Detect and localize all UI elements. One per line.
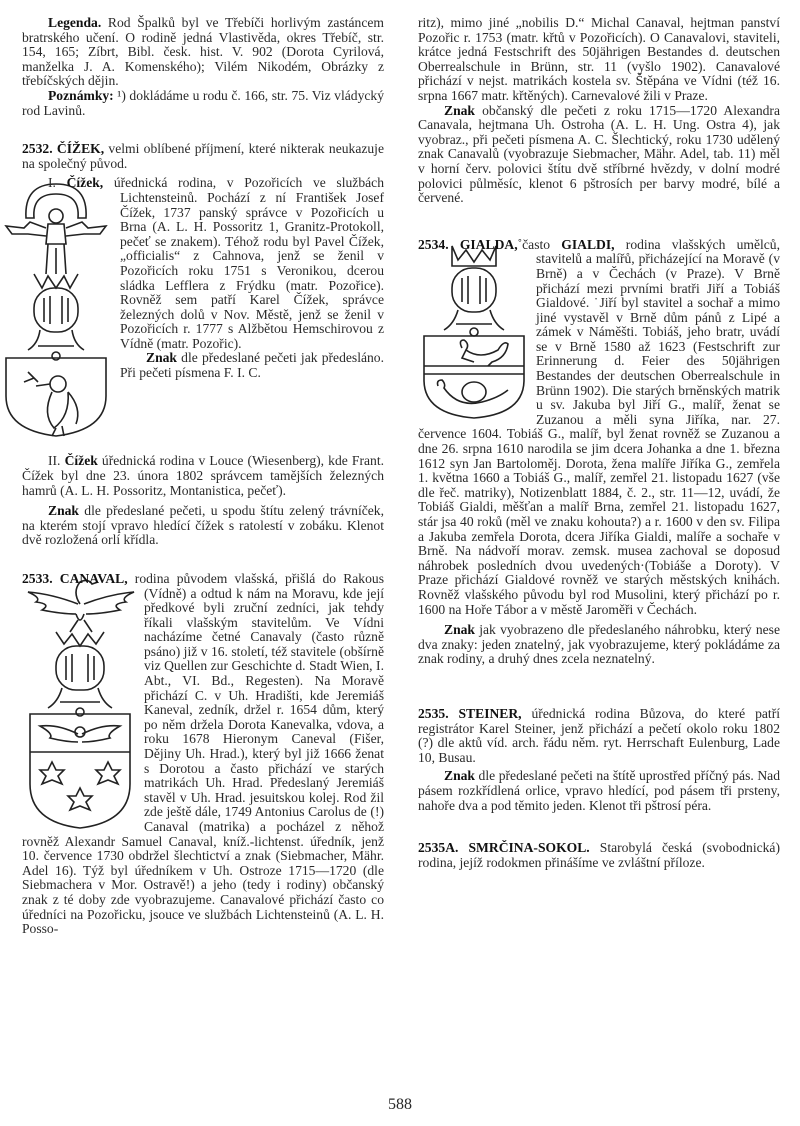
entry-2532-p3-name: Čížek bbox=[64, 453, 98, 469]
entry-2535a-text: Starobylá česká (svobodnická) rodina, jejíž rodokmen přinášíme ve zvláštní příloze. bbox=[418, 840, 780, 870]
entry-2533-heading: 2533. CANAVAL, bbox=[22, 570, 128, 586]
entry-2532-znak2 bbox=[22, 504, 384, 548]
entry-2535a bbox=[418, 841, 780, 870]
entry-2533-znak-label: Znak bbox=[444, 102, 475, 118]
entry-2533-text: rodina původem vlašská, přišlá do Rakous (Vídně) a odtud k nám na Moravu, kde její předkové byli zruční zedníci, jak tehdy říkali vlašským stavitelům. Ve Vídni nacházíme četné Canavaly (často různě psáno) již v 16. století, též stavitele (obšírně viz Quellen zur Geschichte d. Stadt Wien, I. Abt., VI. Bd., Regesten). Na Moravě přichází C. v Uh. Hradišti, kde Jeremiáš Kaneval, zedník, držel r. 1654 dům, který po něm držela Dorota Kanevalka, vdova, a roku 1678 Hieronym Caneval (Fišer, Dějiny Uh. Hrad.), který byl již 1666 ženat s Dorotou a často přichází ve starých matrikách Uh. Hrad. Předeslaný Jeremiáš stavěl v Uh. Hrad. jesuitskou kolej. Rod žil zde ještě dále, 1749 Antonius Carolus de (!) Canaval (matrika) a pocházel z něhož rovněž Alexandr Samuel Canaval, kníž.-lichtenst. úředník, jenž 10. července 1730 obdržel šlechtictví a znak (Siebmacher, Mähr. Adel 16). Týž byl úředníkem v Uh. Ostroze 1715—1720 (dle Siebmachera v Mor. Ostravě!) a jeho (tedy i rodiny) občanský znak z té doby zde vyobrazujeme. Canavalové přichází často co úředníci na Pozořicku, jsouce ve službách Lichtensteinů (A. L. H. Posso- bbox=[22, 570, 384, 937]
entry-2534-znak-text: jak vyobrazeno dle předeslaného náhrobku, který nese dva znaky: jeden znatelný, jak vyobrazujeme, který pokládáme za znak rodiny, a druhý dnes zcela neznatelný. bbox=[418, 622, 780, 667]
entry-2533-cont-text: ritz), mimo jiné „nobilis D.“ Michal Canaval, hejtman panství Pozořic r. 1753 (matr. křtů v Pozořicích). O Canavalovi, staviteli, krátce jedná Festschrift des 50jährigen Bestandes d. deutschen Oberrealschule in Brünn, str. 11 (vyšlo 1902). Canavalové přichází v nejst. matrikách kostela sv. Štěpána ve Vídni (též 16. srpna 1667 matr. křtěných). Carnevalové žili v Praze. bbox=[418, 15, 780, 103]
entry-2535-text: úřednická rodina Bůzova, do které patří registrátor Karel Steiner, jenž přichází a pečetí okolo roku 1802 (?) dle aktů víd. arch. řádu něm. ryt. Herrschaft Eulenburg, Lade 10, Busau. bbox=[418, 705, 780, 765]
entry-2532-znak2-text: dle předeslané pečeti, u spodu štítu zelený trávníček, na kterém stojí vpravo hledící čížek s ratolestí v zobáku. Klenot dvě rozložená orlí křídla. bbox=[22, 503, 384, 548]
entry-2533 bbox=[22, 572, 384, 937]
page-number: 588 bbox=[388, 1096, 412, 1113]
entry-2535-heading: 2535. STEINER, bbox=[418, 705, 522, 721]
entry-2535 bbox=[418, 707, 780, 765]
coat-of-arms-siskin-icon bbox=[0, 178, 114, 440]
entry-2534-znak bbox=[418, 623, 780, 667]
left-column bbox=[22, 16, 384, 937]
entry-2532-heading-paragraph bbox=[22, 142, 384, 171]
entry-2532-part2 bbox=[22, 454, 384, 498]
entry-2532-part1 bbox=[22, 176, 384, 351]
legenda-paragraph bbox=[22, 16, 384, 89]
right-column bbox=[418, 16, 780, 870]
coat-of-arms-rooster-serpent-icon bbox=[418, 240, 530, 420]
entry-2532-znak1-text: dle předeslané pečeti jak předesláno. Při pečeti písmena F. I. C. bbox=[120, 350, 384, 381]
entry-2534-alt-name: GIALDI, bbox=[561, 236, 615, 252]
poznamky-paragraph bbox=[22, 89, 384, 118]
entry-2532-p3-prefix: II. bbox=[48, 453, 65, 469]
entry-2534 bbox=[418, 238, 780, 617]
entry-2535a-heading: 2535A. SMRČINA-SOKOL. bbox=[418, 840, 590, 856]
coat-of-arms-eagle-stars-icon bbox=[22, 574, 138, 830]
entry-2535-znak-text: dle předeslané pečeti na štítě uprostřed příčný pás. Nad pásem rozkřídlená orlice, vpravo hledící, pod pásem tři prsteny, nahoře dva a pod těmito jeden. Klenot tři pštrosí péra. bbox=[418, 768, 780, 813]
entry-2533-continuation bbox=[418, 16, 780, 104]
entry-2532-p3-text: úřednická rodina v Louce (Wiesenberg), kde Frant. Čížek byl dne 23. února 1802 správcem tamějších železných hamrů (A. L. H. Possoritz, Montanistica, pečeť). bbox=[22, 453, 384, 498]
entry-2534-heading: 2534. GIALDA, bbox=[418, 236, 518, 252]
entry-2532-intro: velmi oblíbené příjmení, které nikterak neukazuje na společný původ. bbox=[22, 141, 384, 171]
entry-2534-alt-prefix: ˚často bbox=[517, 236, 562, 252]
entry-2532-p1-text: úřednická rodina, v Pozořicích ve službách Lichtensteinů. Pochází z ní František Josef Čížek, 1737 panský správce v Pozořicích u Brna (A. L. H. Possoritz 1, Granitz-Protokoll, pečeť se znakem). Téhož rodu byl Pavel Čížek, „officialis“ z Cahnova, jenž se ženil v Pozořicích roku 1751 s Veronikou, dcerou sládka Lefflera z Frýdku (matr. Pozořice). Rovněž sem patří Karel Čížek, správce železných dolů v Nov. Městě, jenž se ženil v Pozořicích r. 1777 s Alžbětou Hemschirovou z Vídně (matr. Pozořic). bbox=[103, 175, 384, 351]
poznamky-label: Poznámky: bbox=[48, 87, 114, 103]
entry-2532-p1-prefix: I. bbox=[48, 175, 67, 191]
entry-2532-znak1-label: Znak bbox=[146, 350, 177, 366]
legenda-label: Legenda. bbox=[48, 15, 102, 30]
entry-2534-znak-label: Znak bbox=[444, 622, 475, 638]
entry-2535-znak-label: Znak bbox=[444, 768, 475, 784]
entry-2532-p1-name: Čížek, bbox=[66, 175, 104, 191]
entry-2534-text: rodina vlašských umělců, stavitelů a malířů, přicházející na Moravě (v Brně) a v Čechách (v Praze). V Brně přichází mezi prvními bratři Jiří a Tobiáš Gialdové. ˙Jiří byl stavitel a sochař a mimo jiné vystavěl v Brně dům pánů z Lipé a zámek v Náměšti. Tobiáš, jeho bratr, uvádí se v Brně 1580 až 1623 (Festschrift zur Erinnerung d. Feier des 50jährigen Bestandes der deutschen Oberrealschule in Brünn 1902). Die starých brněnských matrik u sv. Jakuba byl Jiří G., malíř, ženat se Zuzanou a měli syna Jiříka, nar. 27. července 1604. Tobiáš G., malíř, byl ženat rovněž se Zuzanou a dne 26. srpna 1610 narodila se jim dcera Johanka a dne 1. března 1612 syn Jan Bartoloměj. Dorota, žena malíře Jiříka G., zemřela 1. května 1660 a Tobiáš G., malíř, zemřel 21. listopadu 1627 (vše dle řeč. matriky), Notizenblatt 1884, č. 2., str. 11—12, uvádí, že Tobiáš Gialdi, měšťan a malíř Brna, zemřel 21. listopadu 1627, stár jsa 40 roků (měl ve znaku kohouta?) a r. 1600 v den sv. Filipa a Jakuba zemřela Dorota, dcera Jiříka Gialdi, malíře a sochaře v Brně. Na nádvoří morav. zemsk. musea zachoval se doposud náhrobek posledních dvou uvedených·(Tobiáše a Doroty). V Praze přichází Gialdové rovněž ve starých městských knihách. Rovněž vlašského původu byl rod Musolini, který přichází po r. 1600 na Hoře Tábor a v městě Jaroměři v Čechách. bbox=[418, 236, 781, 617]
entry-2535-znak bbox=[418, 769, 780, 813]
entry-2533-znak-text: občanský dle pečeti z roku 1715—1720 Alexandra Canavala, hejtmana Uh. Ostroha (A. L. H. Ung. Ostra 4), jak vyobraz., při pečeti písmena A. C. Šlechtický, roku 1730 udělený znak Canavalů (vyobrazuje Siebmacher, Mähr. Adel, tab. 11) měl v horní červ. polovici štítu dvě stříbrné hvězdy, v dolní modré polovici půlměsíc, klenot 6 pštrosích per barvy modré, bílé a červené. bbox=[418, 102, 780, 206]
entry-2532-znak2-label: Znak bbox=[48, 503, 79, 519]
entry-2533-znak bbox=[418, 104, 780, 206]
legenda-text: Rod Špalků byl ve Třebíči horlivým zastáncem bratrského učení. O rodině jedná Vlastivěda, okres Třebíč, str. 154, 165; Zíbrt, Bibl. česk. hist. V. 902 (Dorota Cyrilová, manželka J. A. Komenského); Vilém Nikodém, Obrázky z třebíčských dějin. bbox=[22, 15, 384, 89]
entry-2532-heading: 2532. ČÍŽEK, bbox=[22, 141, 105, 157]
poznamky-text: ¹) dokládáme u rodu č. 166, str. 75. Viz vládycký rod Lavinů. bbox=[22, 87, 384, 118]
